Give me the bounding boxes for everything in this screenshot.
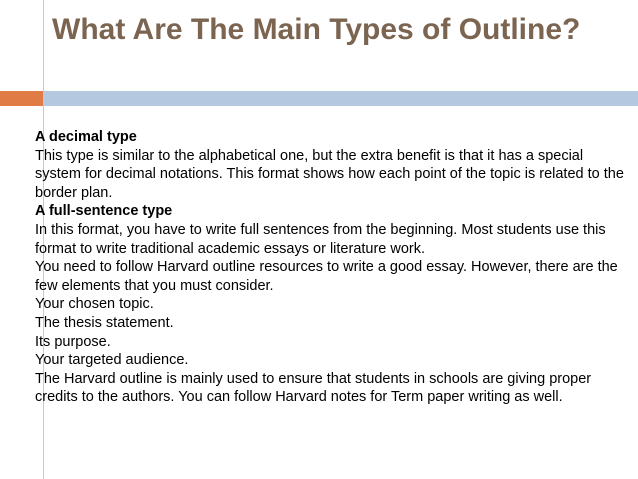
slide-body (35, 128, 631, 407)
paragraph-heading-decimal-type: A decimal type (35, 129, 137, 145)
paragraph-element-topic: Your chosen topic. (35, 296, 154, 313)
slide-title: What Are The Main Types of Outline? (52, 13, 581, 46)
paragraph-full-sentence-description: In this format, you have to write full sentences from the beginning. Most students use this format to write traditional academic essays or literature work. (35, 221, 606, 257)
paragraph-element-audience: Your targeted audience. (35, 352, 189, 369)
accent-bar-blue (44, 91, 638, 106)
paragraph-element-purpose: Its purpose. (35, 333, 111, 350)
paragraph-harvard-resources: You need to follow Harvard outline resources to write a good essay. However, there are the few elements that you must consider. (35, 259, 618, 294)
accent-bar-orange (0, 91, 43, 106)
paragraph-heading-full-sentence-type: A full-sentence type (35, 203, 173, 220)
paragraph-harvard-usage: The Harvard outline is mainly used to ensure that students in schools are giving proper credits to the authors. You can follow Harvard notes for Term paper writing as well. (35, 370, 592, 406)
paragraph-decimal-description: This type is similar to the alphabetical one, but the extra benefit is that it has a special system for decimal notations. This format shows how each point of the topic is related to the border plan. (35, 147, 624, 201)
paragraph-element-thesis: The thesis statement. (35, 314, 174, 331)
